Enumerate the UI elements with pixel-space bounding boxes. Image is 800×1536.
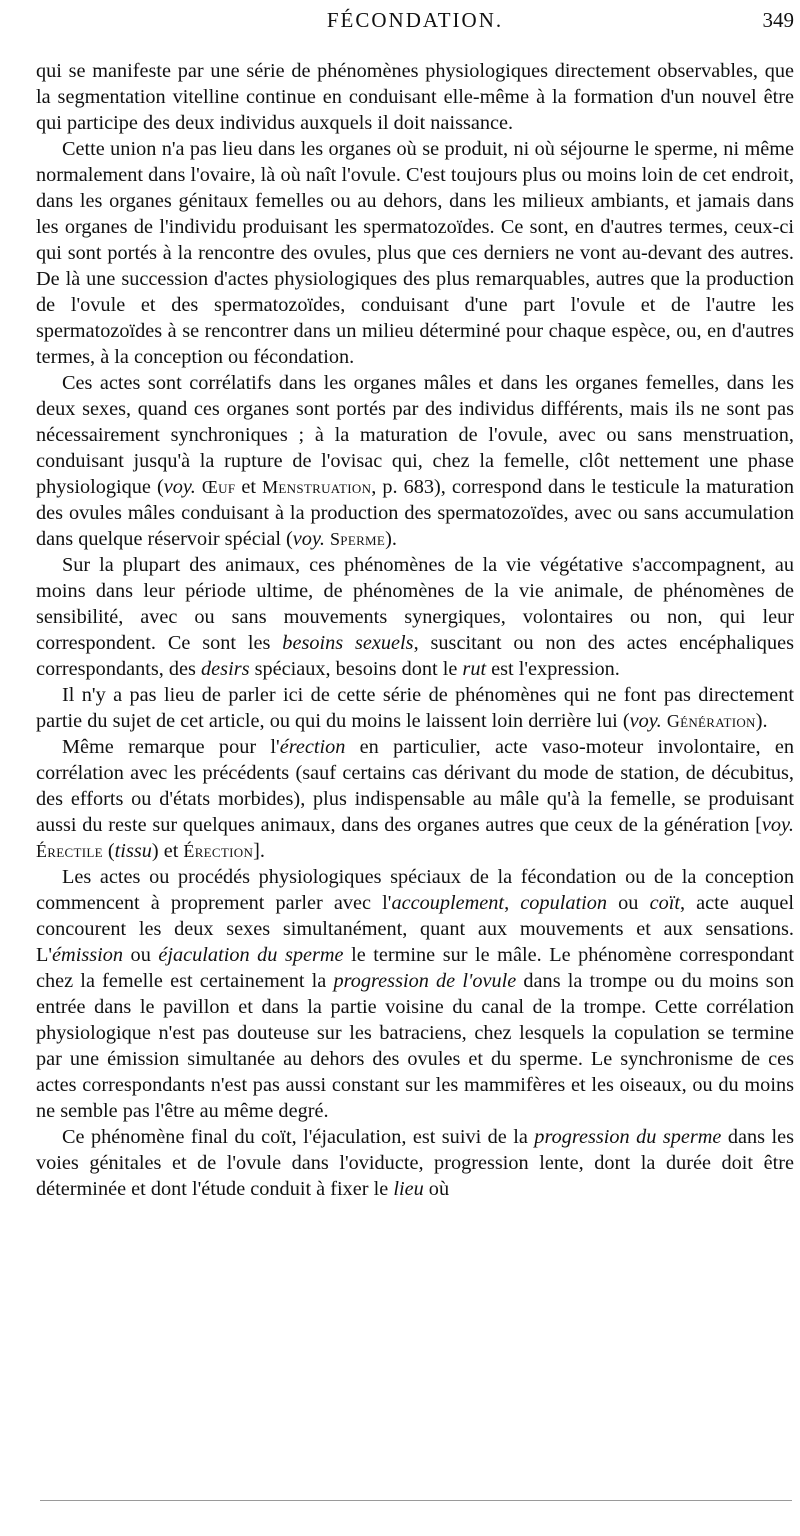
cross-reference: Génération xyxy=(666,711,756,731)
paragraph xyxy=(36,734,794,864)
italic-term: rut xyxy=(462,658,487,680)
italic-term: copulation xyxy=(520,892,608,914)
text-run: ou xyxy=(123,944,159,966)
italic-term: besoins sexuels xyxy=(282,632,414,654)
text-run: ) et xyxy=(151,840,184,862)
text-run: qui se manifeste par une série de phénomènes physiologiques directement observables, que la segmentation vitelline continue en conduisant elle-même à la formation d'un nouvel être qui participe des deux individus auxquels il doit naissance. xyxy=(36,60,794,134)
text-run: Même remarque pour l' xyxy=(62,736,280,758)
italic-term: coït xyxy=(649,892,680,914)
text-run: ). xyxy=(755,710,768,732)
cross-reference: Érectile xyxy=(36,841,103,861)
running-header xyxy=(36,2,794,42)
italic-term: desirs xyxy=(201,658,250,680)
text-run: Sur la plupart des animaux, ces phénomènes de la vie végétative s'accompagnent, au moins dans leur période ultime, de phénomènes de la vie animale, de phénomènes de sensibilité, avec ou sans mouvements synergiques, volontaires ou non, qui leur correspondent. Ce sont les xyxy=(36,554,794,654)
cross-reference: Érection xyxy=(183,841,254,861)
text-run: , p. 683), correspond dans le testicule la maturation des ovules mâles conduisant à la production des spermatozoïdes, avec ou sans accumulation dans quelque réservoir spécial ( xyxy=(36,476,795,550)
text-run: en particulier, acte vaso-moteur involontaire, en corrélation avec les précédents (sauf certains cas dérivant du mode de station, de décubitus, des efforts ou d'états morbides), plus indispensable au mâle qu'à la femelle, se produisant aussi du reste sur quelques animaux, dans des organes autres que ceux de la génération [ xyxy=(36,736,795,836)
italic-term: tissu xyxy=(114,840,152,862)
text-run: spéciaux, besoins dont le xyxy=(249,658,463,680)
body-text xyxy=(36,58,794,1202)
paragraph xyxy=(36,864,794,1124)
italic-term: voy. xyxy=(163,476,196,498)
text-run: Il n'y a pas lieu de parler ici de cette série de phénomènes qui ne font pas directement partie du sujet de cet article, ou qui du moins le laissent loin derrière lui ( xyxy=(36,684,794,732)
italic-term: progression du sperme xyxy=(534,1126,722,1148)
italic-term: voy. xyxy=(292,528,325,550)
italic-term: progression de l'ovule xyxy=(333,970,517,992)
cross-reference: Sperme xyxy=(329,529,386,549)
text-run: Cette union n'a pas lieu dans les organes où se produit, ni où séjourne le sperme, ni même normalement dans l'ovaire, là où naît l'ovule. C'est toujours plus ou moins loin de cet endroit, dans les organes génitaux femelles ou au dehors, dans les milieux ambiants, et jamais dans les organes de l'individu produisant les spermatozoïdes. Ce sont, en d'autres termes, ceux-ci qui sont portés à la rencontre des ovules, plus que ces derniers ne vont au-devant des autres. De là une succession d'actes physiologiques des plus remarquables, autres que la production de l'ovule et des spermatozoïdes, conduisant d'une part l'ovule et de l'autre les spermatozoïdes à se rencontrer dans un milieu déterminé pour chaque espèce, ou, en d'autres termes, à la conception ou fécondation. xyxy=(36,138,794,368)
text-run: Ces actes sont corrélatifs dans les organes mâles et dans les organes femelles, dans les deux sexes, quand ces organes sont portés par des individus différents, mais ils ne sont pas nécessairement synchroniques ; à la maturation de l'ovule, avec ou sans menstruation, conduisant jusqu'à la rupture de l'ovisac qui, chez la femelle, clôt nettement une phase physiologique ( xyxy=(36,372,794,498)
text-run: ]. xyxy=(253,840,265,862)
text-run: ( xyxy=(102,840,115,862)
text-run: et xyxy=(235,476,263,498)
paragraph xyxy=(36,58,794,136)
text-run: ). xyxy=(385,528,397,550)
text-run: le termine sur le mâle. Le phénomène correspondant chez la femelle est certainement la xyxy=(36,944,795,992)
running-title: FÉCONDATION. xyxy=(326,8,504,32)
italic-term: émission xyxy=(52,944,124,966)
paragraph xyxy=(36,370,794,552)
text-run: Ce phénomène final du coït, l'éjaculation, est suivi de la xyxy=(62,1126,535,1148)
paragraph xyxy=(36,1124,794,1202)
italic-term: voy. xyxy=(629,710,662,732)
text-run: , xyxy=(504,892,521,914)
italic-term: voy. xyxy=(761,814,794,836)
text-run: ou xyxy=(607,892,650,914)
text-run: , suscitant ou non des actes encéphaliques correspondants, des xyxy=(36,632,794,680)
italic-term: lieu xyxy=(393,1178,424,1200)
text-run: Les actes ou procédés physiologiques spéciaux de la fécondation ou de la conception commencent à proprement parler avec l' xyxy=(36,866,794,914)
cross-reference: Œuf xyxy=(201,477,236,497)
text-run: est l'expression. xyxy=(486,658,620,680)
text-run: dans la trompe ou du moins son entrée dans le pavillon et dans la partie voisine du canal de la trompe. Cette corrélation physiologique n'est pas douteuse sur les batraciens, chez lesquels la copulation se termine par une émission simultanée au dehors des ovules et du sperme. Le synchronisme de ces actes correspondants n'est pas aussi constant sur les mammifères et les oiseaux, ou du moins ne semble pas l'être au même degré. xyxy=(36,970,794,1122)
bottom-rule xyxy=(40,1500,792,1501)
text-run: où xyxy=(423,1178,450,1200)
text-run: dans les voies génitales et de l'ovule dans l'oviducte, progression lente, dont la durée doit être déterminée et dont l'étude conduit à fixer le xyxy=(36,1126,794,1200)
italic-term: éjaculation du sperme xyxy=(158,944,344,966)
paragraph xyxy=(36,682,794,734)
cross-reference: Menstruation xyxy=(262,477,372,497)
italic-term: érection xyxy=(279,736,346,758)
italic-term: accouplement xyxy=(391,892,505,914)
text-run: , acte auquel concourent les deux sexes simultanément, quant aux mouvements et aux sensations. L' xyxy=(36,892,794,966)
paragraph xyxy=(36,552,794,682)
paragraph xyxy=(36,136,794,370)
page-number: 349 xyxy=(762,8,794,32)
